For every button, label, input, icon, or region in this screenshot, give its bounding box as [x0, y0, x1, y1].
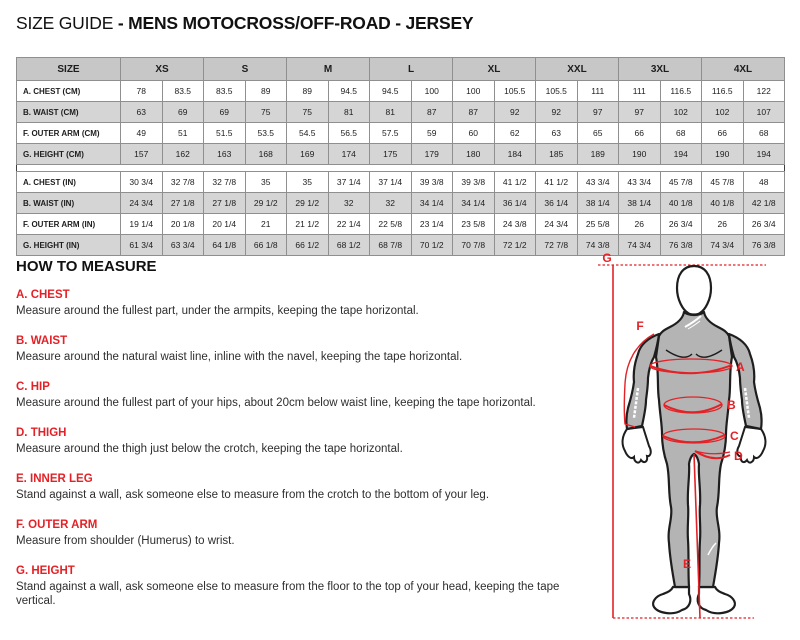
page-title-prefix: SIZE GUIDE: [16, 13, 118, 33]
measurement-cell: 22 1/4: [328, 214, 370, 235]
measure-item: [16, 335, 594, 364]
measurement-cell: 25 5/8: [577, 214, 619, 235]
measurement-cell: 48: [743, 172, 785, 193]
measure-item-text: Measure around the fullest part, under the armpits, keeping the tape horizontal.: [16, 305, 419, 317]
measurement-cell: 72 1/2: [494, 235, 536, 256]
measurement-cell: 41 1/2: [494, 172, 536, 193]
row-label: G. HEIGHT (CM): [17, 144, 121, 165]
measurement-cell: 27 1/8: [204, 193, 246, 214]
measurement-cell: 180: [453, 144, 495, 165]
measurement-cell: 24 3/4: [121, 193, 163, 214]
measurement-cell: 190: [702, 144, 744, 165]
measure-item-text: Stand against a wall, ask someone else to measure from the crotch to the bottom of your leg.: [16, 489, 490, 501]
measurement-cell: 184: [494, 144, 536, 165]
measurement-cell: 20 1/4: [204, 214, 246, 235]
measurement-cell: 24 3/8: [494, 214, 536, 235]
measurement-cell: 92: [494, 102, 536, 123]
measurement-cell: 105.5: [536, 81, 578, 102]
row-label: A. CHEST (IN): [17, 172, 121, 193]
measurement-cell: 45 7/8: [660, 172, 702, 193]
measurement-cell: 168: [245, 144, 287, 165]
measurement-cell: 43 3/4: [577, 172, 619, 193]
measurement-cell: 66 1/8: [245, 235, 287, 256]
table-row: [17, 102, 785, 123]
measurement-cell: 63: [536, 123, 578, 144]
size-column-header: SIZE: [17, 58, 121, 81]
measurement-cell: 65: [577, 123, 619, 144]
measurement-cell: 116.5: [702, 81, 744, 102]
measurement-cell: 179: [411, 144, 453, 165]
measurement-cell: 41 1/2: [536, 172, 578, 193]
measurement-cell: 78: [121, 81, 163, 102]
measurement-cell: 89: [287, 81, 329, 102]
measure-item-heading: B. WAIST: [16, 335, 68, 347]
measurement-cell: 194: [743, 144, 785, 165]
row-label: B. WAIST (IN): [17, 193, 121, 214]
figure-label-a: A: [736, 360, 745, 374]
measurement-cell: 68: [660, 123, 702, 144]
measurement-cell: 38 1/4: [619, 193, 661, 214]
measurement-cell: 81: [370, 102, 412, 123]
measurement-cell: 51: [162, 123, 204, 144]
measurement-cell: 29 1/2: [287, 193, 329, 214]
measurement-cell: 97: [577, 102, 619, 123]
measurement-cell: 97: [619, 102, 661, 123]
measure-item: [16, 381, 594, 410]
measurement-cell: 20 1/8: [162, 214, 204, 235]
measurement-cell: 111: [577, 81, 619, 102]
figure-label-f: F: [636, 319, 644, 333]
measurement-cell: 76 3/8: [660, 235, 702, 256]
measure-item-heading: G. HEIGHT: [16, 565, 75, 577]
measurement-cell: 107: [743, 102, 785, 123]
measurement-cell: 70 1/2: [411, 235, 453, 256]
measurement-cell: 81: [328, 102, 370, 123]
measure-item-heading: A. CHEST: [16, 289, 70, 301]
measurement-cell: 32 7/8: [162, 172, 204, 193]
measurement-cell: 66: [702, 123, 744, 144]
table-row: [17, 172, 785, 193]
measure-item-text: Measure around the natural waist line, inline with the navel, keeping the tape horizontal.: [16, 351, 463, 363]
measurement-cell: 89: [245, 81, 287, 102]
measurement-cell: 116.5: [660, 81, 702, 102]
measurement-cell: 69: [162, 102, 204, 123]
measurement-cell: 26 3/4: [743, 214, 785, 235]
figure-label-d: D: [734, 449, 743, 463]
figure-label-e: E: [682, 557, 691, 571]
measurement-cell: 87: [411, 102, 453, 123]
measurement-cell: 26: [619, 214, 661, 235]
row-label: F. OUTER ARM (CM): [17, 123, 121, 144]
measurement-cell: 68 1/2: [328, 235, 370, 256]
measurement-cell: 100: [411, 81, 453, 102]
body-diagram-icon: [588, 250, 800, 640]
measurement-cell: 75: [245, 102, 287, 123]
measurement-cell: 45 7/8: [702, 172, 744, 193]
row-label: G. HEIGHT (IN): [17, 235, 121, 256]
measurement-cell: 53.5: [245, 123, 287, 144]
measurement-cell: 169: [287, 144, 329, 165]
measurement-cell: 24 3/4: [536, 214, 578, 235]
measurement-cell: 70 7/8: [453, 235, 495, 256]
measurement-cell: 21: [245, 214, 287, 235]
measurement-cell: 163: [204, 144, 246, 165]
measure-item-heading: E. INNER LEG: [16, 473, 93, 485]
measurement-cell: 21 1/2: [287, 214, 329, 235]
measurement-cell: 157: [121, 144, 163, 165]
measure-item-heading: F. OUTER ARM: [16, 519, 98, 531]
measurement-cell: 26 3/4: [660, 214, 702, 235]
how-to-measure-title: HOW TO MEASURE: [16, 258, 157, 275]
row-label: A. CHEST (CM): [17, 81, 121, 102]
measurement-cell: 35: [287, 172, 329, 193]
measurement-cell: 83.5: [162, 81, 204, 102]
measurement-cell: 189: [577, 144, 619, 165]
size-table-body: [17, 81, 785, 256]
table-row: [17, 193, 785, 214]
measurement-cell: 34 1/4: [411, 193, 453, 214]
measurement-cell: 29 1/2: [245, 193, 287, 214]
measurement-cell: 26: [702, 214, 744, 235]
measurement-cell: 57.5: [370, 123, 412, 144]
size-header-s: S: [204, 58, 287, 81]
measurement-cell: 40 1/8: [660, 193, 702, 214]
page-title-main: - MENS MOTOCROSS/OFF-ROAD - JERSEY: [117, 13, 474, 33]
measurement-cell: 32 7/8: [204, 172, 246, 193]
size-header-xs: XS: [121, 58, 204, 81]
table-row: [17, 81, 785, 102]
measure-item: [16, 519, 594, 548]
size-header-m: M: [287, 58, 370, 81]
measurement-cell: 87: [453, 102, 495, 123]
measurement-cell: 63: [121, 102, 163, 123]
measurement-cell: 74 3/4: [619, 235, 661, 256]
measurement-cell: 23 5/8: [453, 214, 495, 235]
how-to-measure-section: [16, 258, 594, 625]
measurement-cell: 68: [743, 123, 785, 144]
table-row: [17, 123, 785, 144]
measurement-cell: 111: [619, 81, 661, 102]
table-header-row: [17, 58, 785, 81]
measurement-cell: 38 1/4: [577, 193, 619, 214]
measurement-cell: 37 1/4: [370, 172, 412, 193]
measurement-cell: 94.5: [328, 81, 370, 102]
measurement-cell: 105.5: [494, 81, 536, 102]
measure-item-heading: C. HIP: [16, 381, 50, 393]
table-row: [17, 214, 785, 235]
measurement-cell: 63 3/4: [162, 235, 204, 256]
measurement-cell: 175: [370, 144, 412, 165]
size-table-head: [17, 58, 785, 81]
measurement-cell: 32: [370, 193, 412, 214]
measurement-cell: 74 3/4: [702, 235, 744, 256]
figure-label-g: G: [602, 251, 612, 265]
measurement-cell: 64 1/8: [204, 235, 246, 256]
size-header-4xl: 4XL: [702, 58, 785, 81]
figure-label-c: C: [730, 429, 739, 443]
measurement-cell: 36 1/4: [536, 193, 578, 214]
measurement-cell: 122: [743, 81, 785, 102]
measure-item-text: Measure around the fullest part of your hips, about 20cm below waist line, keeping the tape horizontal.: [16, 397, 536, 409]
measurement-cell: 194: [660, 144, 702, 165]
measurement-cell: 190: [619, 144, 661, 165]
table-spacer-row: [17, 165, 785, 172]
measure-item: [16, 289, 594, 318]
measurement-cell: 185: [536, 144, 578, 165]
measurement-cell: 36 1/4: [494, 193, 536, 214]
size-table: [16, 57, 785, 256]
measurement-cell: 162: [162, 144, 204, 165]
measure-item-heading: D. THIGH: [16, 427, 67, 439]
measurement-cell: 72 7/8: [536, 235, 578, 256]
how-to-measure-list: [16, 289, 594, 608]
measurement-cell: 23 1/4: [411, 214, 453, 235]
measurement-cell: 35: [245, 172, 287, 193]
measure-item-text: Measure from shoulder (Humerus) to wrist.: [16, 535, 235, 547]
measure-item: [16, 473, 594, 502]
measure-item: [16, 427, 594, 456]
size-header-xl: XL: [453, 58, 536, 81]
measurement-cell: 60: [453, 123, 495, 144]
table-row: [17, 144, 785, 165]
row-label: B. WAIST (CM): [17, 102, 121, 123]
measurement-cell: 22 5/8: [370, 214, 412, 235]
measurement-cell: 54.5: [287, 123, 329, 144]
measurement-cell: 68 7/8: [370, 235, 412, 256]
figure-label-b: B: [727, 398, 736, 412]
measurement-cell: 59: [411, 123, 453, 144]
measurement-cell: 74 3/8: [577, 235, 619, 256]
measurement-cell: 92: [536, 102, 578, 123]
measurement-cell: 62: [494, 123, 536, 144]
measurement-cell: 42 1/8: [743, 193, 785, 214]
measurement-cell: 102: [660, 102, 702, 123]
measurement-cell: 39 3/8: [411, 172, 453, 193]
size-header-xxl: XXL: [536, 58, 619, 81]
measurement-cell: 75: [287, 102, 329, 123]
size-header-3xl: 3XL: [619, 58, 702, 81]
row-label: F. OUTER ARM (IN): [17, 214, 121, 235]
measurement-cell: 69: [204, 102, 246, 123]
measurement-cell: 61 3/4: [121, 235, 163, 256]
measurement-cell: 94.5: [370, 81, 412, 102]
measurement-cell: 32: [328, 193, 370, 214]
measurement-cell: 56.5: [328, 123, 370, 144]
measure-item-text: Stand against a wall, ask someone else to measure from the floor to the top of your head, keeping the tape vertical.: [16, 581, 560, 607]
measurement-cell: 49: [121, 123, 163, 144]
measure-item-text: Measure around the thigh just below the crotch, keeping the tape horizontal.: [16, 443, 403, 455]
measurement-cell: 40 1/8: [702, 193, 744, 214]
measurement-cell: 83.5: [204, 81, 246, 102]
measurement-cell: 51.5: [204, 123, 246, 144]
measurement-cell: 66: [619, 123, 661, 144]
measurement-cell: 37 1/4: [328, 172, 370, 193]
measurement-cell: 43 3/4: [619, 172, 661, 193]
size-header-l: L: [370, 58, 453, 81]
measurement-cell: 34 1/4: [453, 193, 495, 214]
page-title: [16, 13, 473, 34]
measurement-cell: 39 3/8: [453, 172, 495, 193]
measurement-cell: 19 1/4: [121, 214, 163, 235]
measurement-cell: 76 3/8: [743, 235, 785, 256]
measurement-figure: [588, 250, 800, 640]
measure-item: [16, 565, 594, 608]
measurement-cell: 100: [453, 81, 495, 102]
measurement-cell: 30 3/4: [121, 172, 163, 193]
measurement-cell: 102: [702, 102, 744, 123]
measurement-cell: 27 1/8: [162, 193, 204, 214]
measurement-cell: 174: [328, 144, 370, 165]
measurement-cell: 66 1/2: [287, 235, 329, 256]
